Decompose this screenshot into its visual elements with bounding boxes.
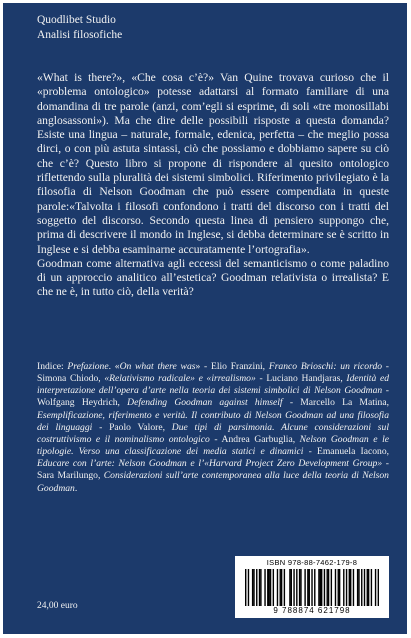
- series-block: [37, 13, 122, 43]
- toc-title: Prefazione: [67, 361, 109, 372]
- toc-text: Indice:: [37, 361, 68, 372]
- toc-text: - Sara Marilungo,: [37, 458, 389, 482]
- toc-title: Due tipi di parsimonia. Alcune considerazioni sul costruttivismo e il nominalismo ontologico: [37, 421, 389, 445]
- barcode-digits: 9 788874 621798: [273, 606, 351, 615]
- toc-text: - Marcello La Matina,: [282, 397, 390, 409]
- toc-text: » - Elio Franzini,: [195, 361, 269, 372]
- price: 24,00 euro: [37, 601, 78, 611]
- toc-title: Identità ed interpretazione dell’opera d’arte nella teoria dei sistemi simbolici di Nelson Goodman: [37, 373, 390, 397]
- toc-text: .: [74, 482, 78, 494]
- toc-text: - Wolfgang Heydrich,: [37, 385, 389, 409]
- toc-title: Esemplificazione, riferimento e verità. Il contributo di Nelson Goodman ad una filosofia dei linguaggi: [37, 409, 389, 433]
- toc-title: «Relativismo radicale» e «irrealismo»: [104, 373, 256, 385]
- toc-title: On what there was: [119, 361, 196, 372]
- barcode-bars: [245, 569, 379, 606]
- toc-text: - Luciano Handjaras,: [255, 373, 347, 385]
- toc-title: Considerazioni sull’arte contemporanea alla luce della teoria di Nelson Goodman: [37, 470, 389, 494]
- toc-text: - Andrea Garbuglia,: [209, 433, 300, 445]
- toc-text: - Paolo Valore,: [92, 421, 172, 433]
- blurb-paragraph: «What is there?», «Che cosa c’è?» Van Quine trovava curioso che il «problema ontologico» potesse adattarsi al formato familiare di una domandina di tre parole (anzi, com’egli si esprime, di soli «tre monosillabi anglosassoni»). Ma che dire delle possibili risposte a questa domanda? Esiste una lingua – naturale, formale, edenica, perfetta – che meglio possa dirci, o con più astuta sintassi, ciò che possiamo e dobbiamo sapere su ciò che c’è? Questo libro si propone di rispondere al quesito ontologico riflettendo sulla pluralità dei sistemi simbolici. Riferimento privilegiato è la filosofia di Nelson Goodman che può essere compendiata in queste parole:«Talvolta i filosofi confondono i tratti del discorso con i tratti del soggetto del discorso. Secondo questa linea di pensiero suppongo che, prima di descrivere il mondo in Inglese, si debba determinare se è scritto in Inglese e si debba esaminarne accuratamente l’ortografia».: [37, 71, 389, 256]
- blurb-text: [37, 71, 389, 300]
- collection-name: Analisi filosofiche: [37, 29, 123, 41]
- toc-title: Educare con l’arte: Nelson Goodman e l’«Harvard Project Zero Development Group»: [37, 458, 383, 470]
- toc-title: Nelson Goodman e le tipologie. Verso una classificazione dei media statici e dinamici: [37, 433, 389, 458]
- blurb-questions: Goodman come alternativa agli eccessi del semanticismo o come paladino di un approccio analitico all’estetica? Goodman relativista o irrealista? E che ne è, in tutto ciò, della verità?: [37, 256, 389, 299]
- toc-title: Franco Brioschi: un ricordo: [268, 361, 383, 372]
- toc-text: . «: [108, 361, 120, 372]
- barcode-label: [235, 556, 389, 618]
- back-cover: [3, 3, 407, 634]
- publisher-name: Quodlibet Studio: [37, 14, 116, 26]
- toc-title: Defending Goodman against himself: [127, 397, 283, 409]
- toc-text: - Emanuela Iacono,: [303, 446, 390, 458]
- isbn-number: ISBN 978-88-7462-179-8: [266, 558, 358, 567]
- table-of-contents: [37, 361, 389, 495]
- toc-text: - Simona Chiodo,: [37, 361, 389, 385]
